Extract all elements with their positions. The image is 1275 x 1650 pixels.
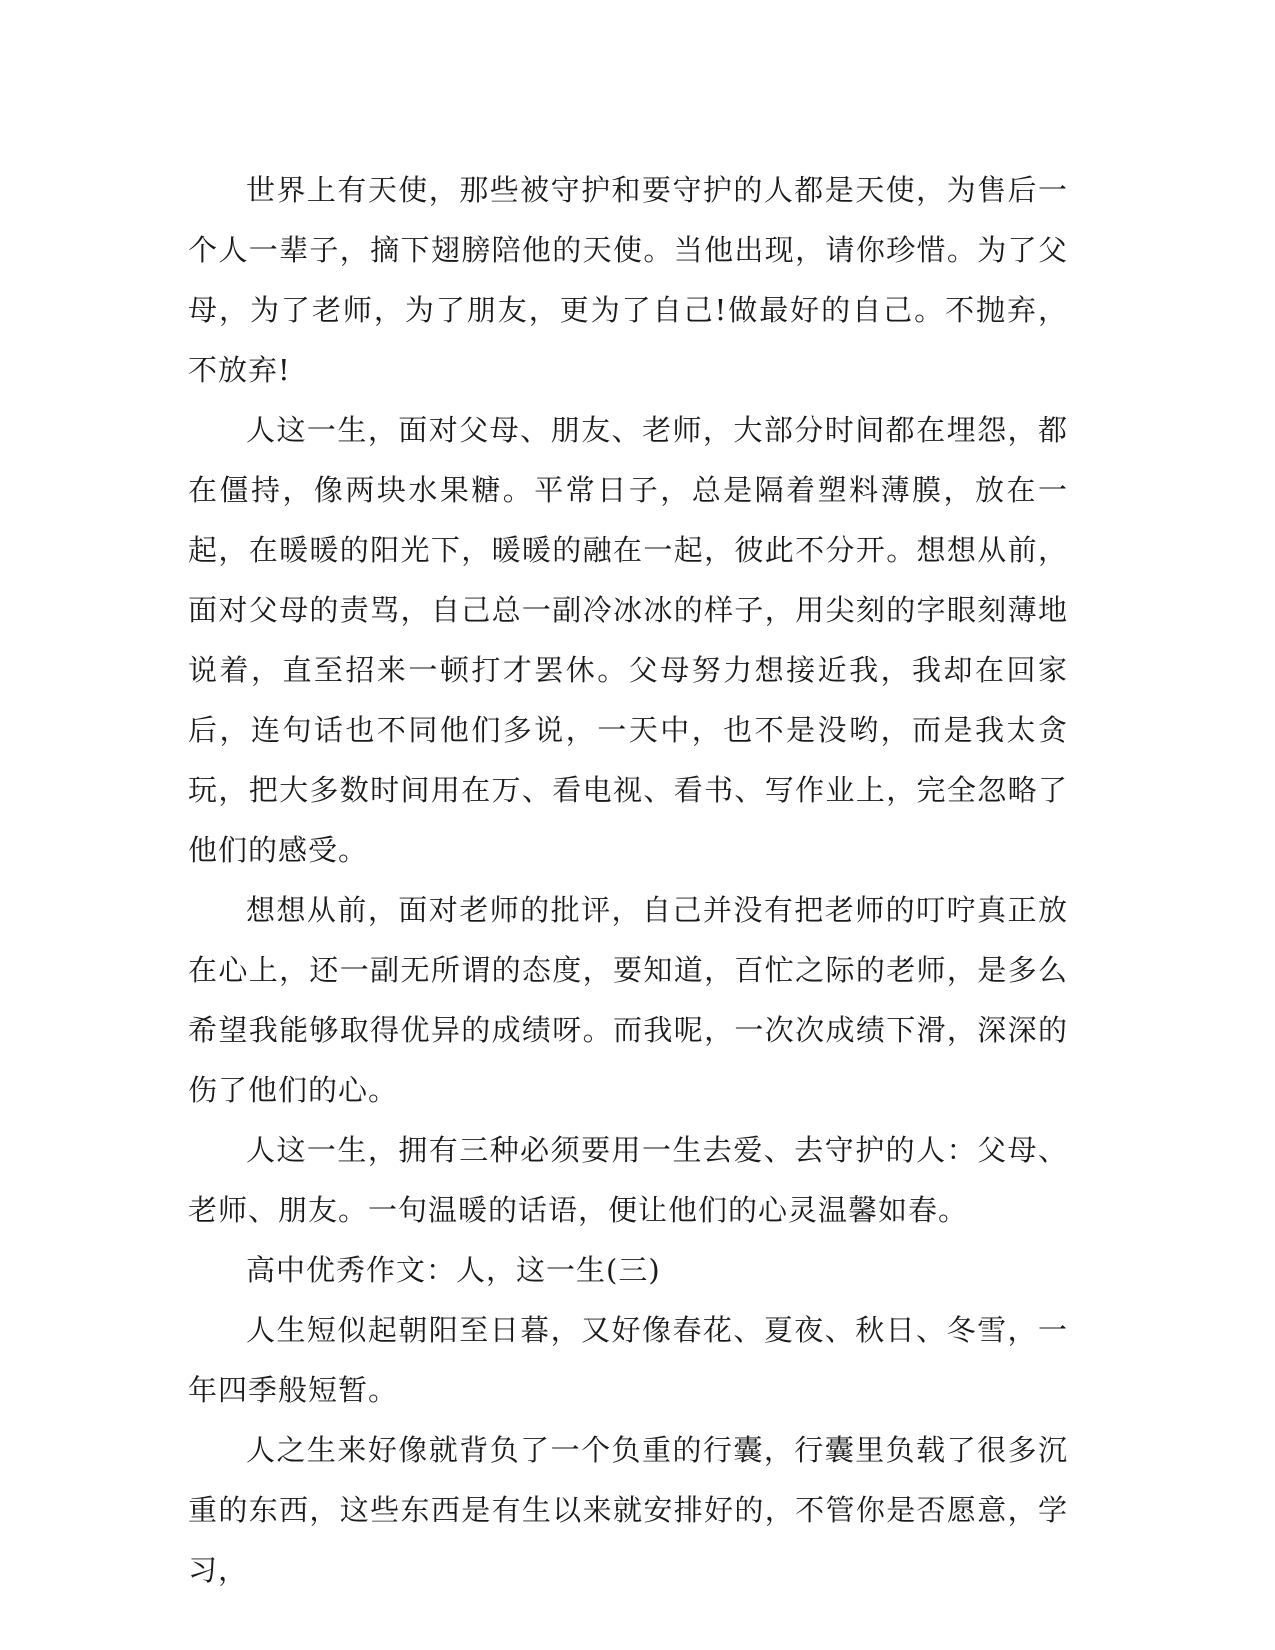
paragraph-burden: 人之生来好像就背负了一个负重的行囊，行囊里负载了很多沉重的东西，这些东西是有生以来就安排好的，不管你是否愿意，学习， <box>188 1433 1068 1587</box>
paragraph-angels: 世界上有天使，那些被守护和要守护的人都是天使，为售后一个人一辈子，摘下翅膀陪他的天使。当他出现，请你珍惜。为了父母，为了老师，为了朋友，更为了自己!做最好的自己。不抛弃，不放弃! <box>188 173 1068 387</box>
section-heading: 高中优秀作文：人，这一生(三) <box>246 1253 661 1287</box>
paragraph-parents: 人这一生，面对父母、朋友、老师，大部分时间都在埋怨，都在僵持，像两块水果糖。平常日子，总是隔着塑料薄膜，放在一起，在暖暖的阳光下，暖暖的融在一起，彼此不分开。想想从前，面对父母的责骂，自己总一副冷冰冰的样子，用尖刻的字眼刻薄地说着，直至招来一顿打才罢休。父母努力想接近我，我却在回家后，连句话也不同他们多说，一天中，也不是没哟，而是我太贪玩，把大多数时间用在万、看电视、看书、写作业上，完全忽略了他们的感受。 <box>188 413 1068 867</box>
document-body <box>188 160 1068 1600</box>
paragraph-teachers: 想想从前，面对老师的批评，自己并没有把老师的叮咛真正放在心上，还一副无所谓的态度，要知道，百忙之际的老师，是多么希望我能够取得优异的成绩呀。而我呢，一次次成绩下滑，深深的伤了他们的心。 <box>188 893 1068 1107</box>
paragraph-life-short: 人生短似起朝阳至日暮，又好像春花、夏夜、秋日、冬雪，一年四季般短暂。 <box>188 1313 1068 1407</box>
paragraph-three-people: 人这一生，拥有三种必须要用一生去爱、去守护的人：父母、老师、朋友。一句温暖的话语，便让他们的心灵温馨如春。 <box>188 1133 1068 1227</box>
